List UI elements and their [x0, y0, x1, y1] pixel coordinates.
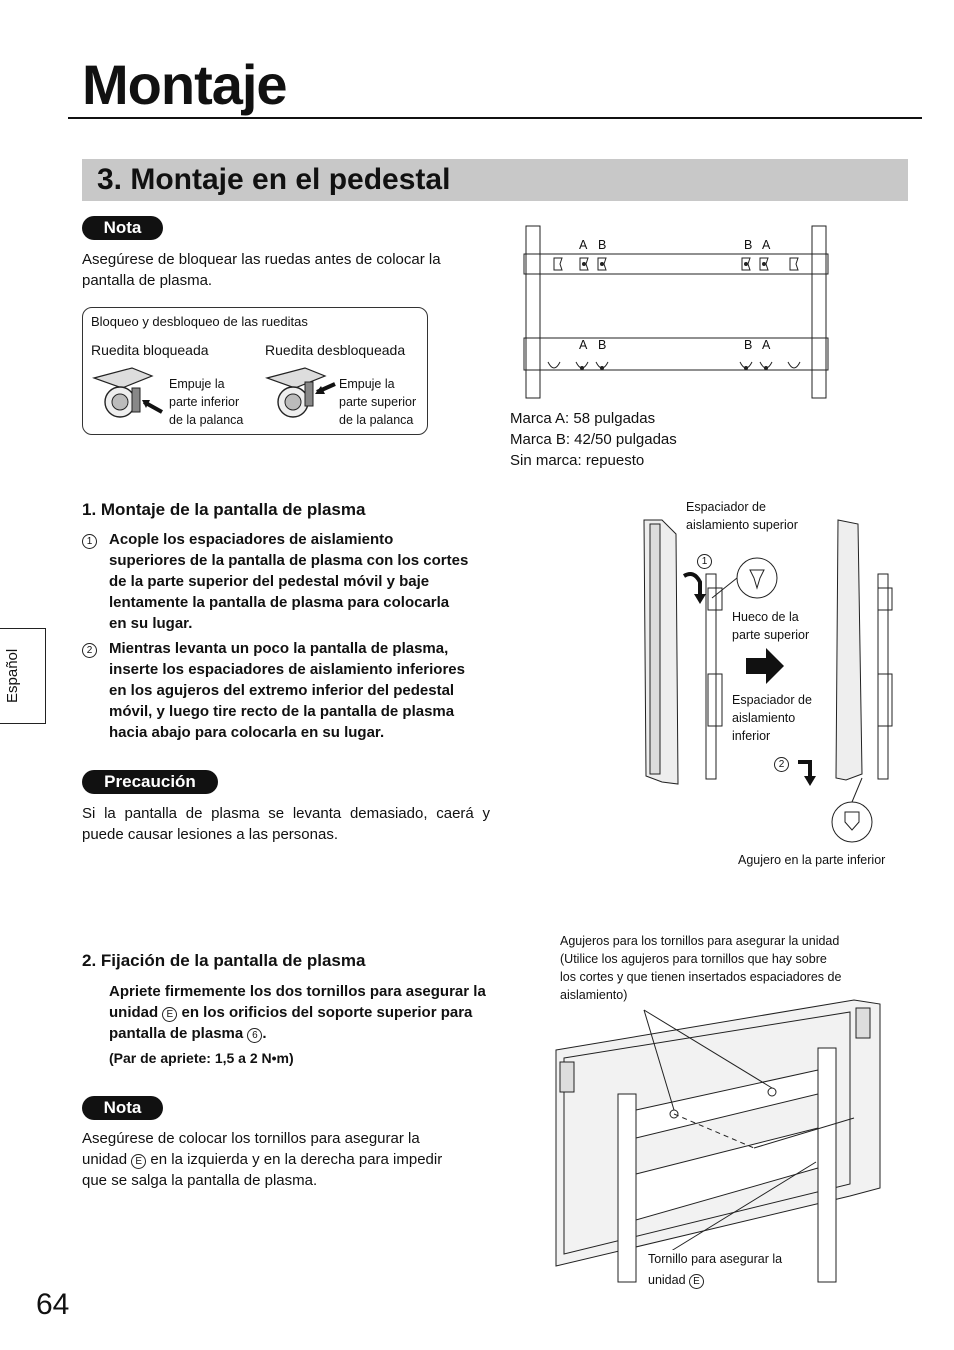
screw-caption — [646, 1250, 784, 1289]
step1-item1-number — [82, 529, 102, 550]
mark-b-bottom-right: B — [744, 338, 753, 352]
circled-letter: E — [689, 1274, 704, 1289]
section-title: 3. Montaje en el pedestal — [97, 163, 451, 196]
upper-spacer-label — [686, 498, 798, 534]
caution-badge: Precaución — [82, 770, 218, 794]
torque-spec: (Par de apriete: 1,5 a 2 N•m) — [109, 1050, 294, 1066]
step1-item2-text — [109, 638, 509, 743]
step-line: en su lugar. — [109, 615, 193, 632]
step1-item1-text — [109, 529, 509, 634]
legend-line: Marca B: 42/50 pulgadas — [510, 431, 677, 448]
mark-a-top-left: A — [579, 238, 588, 252]
circled-letter: E — [162, 1007, 177, 1022]
circled-number: 1 — [82, 534, 97, 549]
legend-line: Sin marca: repuesto — [510, 452, 645, 469]
step1-heading: 1. Montaje de la pantalla de plasma — [82, 500, 366, 519]
step-line: móvil, y luego tire recto de la pantalla de plasma — [109, 703, 455, 720]
step2-instructions — [109, 981, 529, 1069]
caption-line: aislamiento) — [560, 988, 628, 1002]
hint-line: parte superior — [339, 395, 417, 409]
hint-line: Empuje la — [339, 377, 395, 391]
step-line: Mientras levanta un poco la pantalla de plasma, — [109, 640, 449, 657]
mounting-diagram — [640, 514, 900, 844]
note-line: Asegúrese de colocar los tornillos para asegurar la — [82, 1130, 420, 1147]
hint-line: de la palanca — [169, 413, 244, 427]
callout-2 — [774, 754, 789, 772]
note-line: que se salga la pantalla de plasma. — [82, 1172, 318, 1189]
hint-line: parte inferior — [169, 395, 240, 409]
unlocked-caster-illustration — [265, 366, 337, 424]
step-line: superiores de la pantalla de plasma con los cortes — [109, 552, 469, 569]
label-line: Espaciador de — [686, 500, 766, 514]
text-run: unidad — [82, 1151, 132, 1168]
mark-a-top-right: A — [762, 238, 771, 252]
language-tab-label: Español — [4, 648, 21, 704]
note-text-2 — [82, 1128, 482, 1191]
text-run: en la izquierda y en la derecha para impedir — [146, 1151, 443, 1168]
circled-number: 1 — [697, 554, 712, 569]
circled-number: 6 — [247, 1028, 262, 1043]
screw-holes-caption — [560, 932, 900, 1004]
lower-hole-label: Agujero en la parte inferior — [738, 853, 886, 867]
step-line — [109, 1023, 529, 1044]
mark-b-bottom-left: B — [598, 338, 607, 352]
step-line: inserte los espaciadores de aislamiento inferiores — [109, 661, 465, 678]
text-run: en los orificios del soporte superior para — [177, 1004, 473, 1021]
roller-box-heading: Bloqueo y desbloqueo de las rueditas — [91, 314, 308, 329]
unlocked-roller-label: Ruedita desbloqueada — [265, 342, 406, 358]
step2-heading: 2. Fijación de la pantalla de plasma — [82, 951, 366, 970]
step-line: en los agujeros del extremo inferior del pedestal — [109, 682, 455, 699]
caution-line: Si la pantalla de plasma se levanta demasiado, caerá y — [82, 805, 490, 822]
page-number: 64 — [36, 1288, 70, 1321]
callout-1 — [697, 551, 712, 569]
caption-line: (Utilice los agujeros para tornillos que hay sobre — [560, 952, 827, 966]
lower-spacer-label — [732, 691, 812, 745]
mark-b-top-right: B — [744, 238, 753, 252]
step-line: hacia abajo para colocarla en su lugar. — [109, 724, 385, 741]
step1-item2-number — [82, 638, 102, 659]
upper-hole-label — [732, 608, 809, 644]
note-text — [82, 249, 441, 291]
mark-a-bottom-right: A — [762, 338, 771, 352]
caution-text — [82, 803, 490, 845]
caption-line — [648, 1271, 782, 1289]
unlocked-roller-hint — [339, 375, 416, 429]
circled-number: 2 — [774, 757, 789, 772]
step-line: Apriete firmemente los dos tornillos para asegurar la — [109, 983, 486, 1000]
label-line: Hueco de la — [732, 610, 799, 624]
text-run: pantalla de plasma — [109, 1025, 248, 1042]
step-line: de la parte superior del pedestal móvil y baje — [109, 573, 430, 590]
label-line: Espaciador de — [732, 693, 812, 707]
fixing-diagram — [554, 998, 886, 1284]
note-text-line: Asegúrese de bloquear las ruedas antes de colocar la — [82, 251, 441, 268]
note-badge-2: Nota — [82, 1096, 163, 1120]
text-run: unidad — [109, 1004, 163, 1021]
note-text-line: pantalla de plasma. — [82, 272, 213, 289]
hint-line: de la palanca — [339, 413, 414, 427]
text-run: . — [262, 1025, 267, 1042]
locked-roller-label: Ruedita bloqueada — [91, 342, 209, 358]
caption-line: los cortes y que tienen insertados espaciadores de — [560, 970, 842, 984]
step-line: Acople los espaciadores de aislamiento — [109, 531, 394, 548]
page-title: Montaje — [82, 53, 287, 116]
circled-letter: E — [131, 1154, 146, 1169]
label-line: parte superior — [732, 628, 810, 642]
mark-a-bottom-left: A — [579, 338, 588, 352]
hint-line: Empuje la — [169, 377, 225, 391]
caption-line: Tornillo para asegurar la — [648, 1252, 783, 1266]
locked-roller-hint — [169, 375, 243, 429]
step-line — [109, 1002, 529, 1023]
caution-line: puede causar lesiones a las personas. — [82, 826, 338, 843]
note-badge: Nota — [82, 216, 163, 240]
caption-line: Agujeros para los tornillos para asegurar la unidad — [560, 934, 840, 948]
mark-b-top-left: B — [598, 238, 607, 252]
text-run: unidad — [648, 1273, 690, 1287]
label-line: inferior — [732, 729, 771, 743]
locked-caster-illustration — [92, 366, 164, 424]
stand-marks-diagram — [520, 222, 832, 402]
marks-legend — [510, 408, 677, 471]
legend-line: Marca A: 58 pulgadas — [510, 410, 656, 427]
step-line: lentamente la pantalla de plasma para colocarla — [109, 594, 450, 611]
note-line — [82, 1149, 482, 1170]
label-line: aislamiento — [732, 711, 796, 725]
title-rule — [68, 117, 922, 119]
circled-number: 2 — [82, 643, 97, 658]
label-line: aislamiento superior — [686, 518, 798, 532]
